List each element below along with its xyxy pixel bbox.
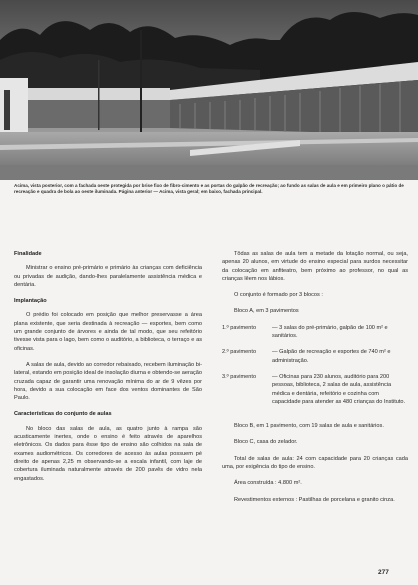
total-salas: Total de salas de aula: 24 com capacidade para 20 crianças cada uma, por exigência do tipo de ensino.: [222, 455, 408, 471]
bloco-b: Bloco B, em 1 pavimento, com 19 salas de aula e sanitários.: [234, 423, 384, 430]
pavimento-2-label: 2.º pavimento: [222, 349, 257, 356]
caracteristicas-paragraph: No bloco das salas de aula, as quatro junto à rampa são acusticamente inertes, onde o ensino é feito através de aparelhos eletrônicos. Os dados para êsse tipo de ensino são colhidos na sala de exames audiométricos. Os corredores de acesso às aulas possuem pé direito de apenas 2,25 m observando-se a escala infantil, com laje de cobertura iluminada naturalmente através de 200 pavês de vidro nela engastados.: [14, 425, 202, 482]
pavimento-1-row: [222, 324, 408, 341]
pavimento-3-label: 3.º pavimento: [222, 373, 257, 380]
photo-caption: Acima, vista posterior, com a fachada oeste protegida por brise fixo de fibro-cimento e as portas do galpão de recreação; ao fundo as salas de aula e em primeiro plano o pátio de recreação e quadra de bola ao oeste iluminada. Página anterior — Acima, vista geral; em baixo, fachada principal.: [14, 183, 404, 195]
right-column: [222, 250, 408, 504]
pavimento-3-desc: — Oficinas para 230 alunos, auditório para 200 pessoas, biblioteca, 2 salas de aula, assistência médica e dentária, refeitório e cozinha com capacidade para atender as 480 crianças do Instituto.: [272, 373, 406, 405]
area-construida: Área construída : 4.800 m².: [234, 480, 302, 487]
section-title-caracteristicas: Características do conjunto de aulas: [14, 411, 112, 418]
section-title-implantacao: Implantação: [14, 298, 47, 305]
pavimento-2-desc: — Galpão de recreação e esportes de 740 m² e administração.: [272, 349, 391, 364]
pavimento-1-label: 1.º pavimento: [222, 324, 257, 331]
finalidade-text: Ministrar o ensino pré-primário e primário às crianças com deficiência ou privadas de audição, dando-lhes paralelamente assistência médica e dentária.: [14, 265, 202, 288]
implantacao-paragraph-2: A salas de aula, devido ao corredor rebaixado, recebem iluminação bi-lateral, estando em posição ideal de insolação diurna e obtendo-se aeração cruzada capaz de garantir uma renovação mínima do ar de 9 vêzes por hora, devido a sua colocação em face dos ventos dominantes de São Paulo.: [14, 361, 202, 402]
blocks-intro: O conjunto é formado por 3 blocos :: [234, 292, 323, 299]
pavimento-2-row: [222, 348, 408, 365]
section-title-finalidade: Finalidade: [14, 251, 42, 257]
implantacao-paragraph-1: O prédio foi colocado em posição que melhor preservasse a área plana existente, que seria destinada à recreação — esportes, bem como um grande conjunto de árvores e ainda de tal modo, que seu refeitório tivesse vista para o lago, bem como o auditório, a biblioteca, o terraço e as oficinas.: [14, 312, 202, 352]
bloco-a: Bloco A, em 3 pavimentos: [234, 308, 299, 315]
pavimento-1-desc: — 3 salas do pré-primário, galpão de 100 m² e sanitários.: [272, 324, 388, 340]
left-column: [14, 250, 202, 483]
building-photo: [0, 0, 418, 180]
revestimentos: Revestimentos externos : Pastilhas de porcelana e granito cinza.: [234, 496, 395, 503]
right-paragraph-1: Tôdas as salas de aula tem a metade da lotação normal, ou seja, apenas 20 alunos, em virtude do ensino especial para surdos necessitar da colocação em anfiteatro, bem próximo ao professor, no qual as crianças lêem nos lábios.: [222, 251, 408, 282]
bloco-c: Bloco C, casa do zelador.: [234, 439, 298, 446]
pavimento-3-row: [222, 373, 408, 406]
page-number: 277: [378, 569, 389, 576]
